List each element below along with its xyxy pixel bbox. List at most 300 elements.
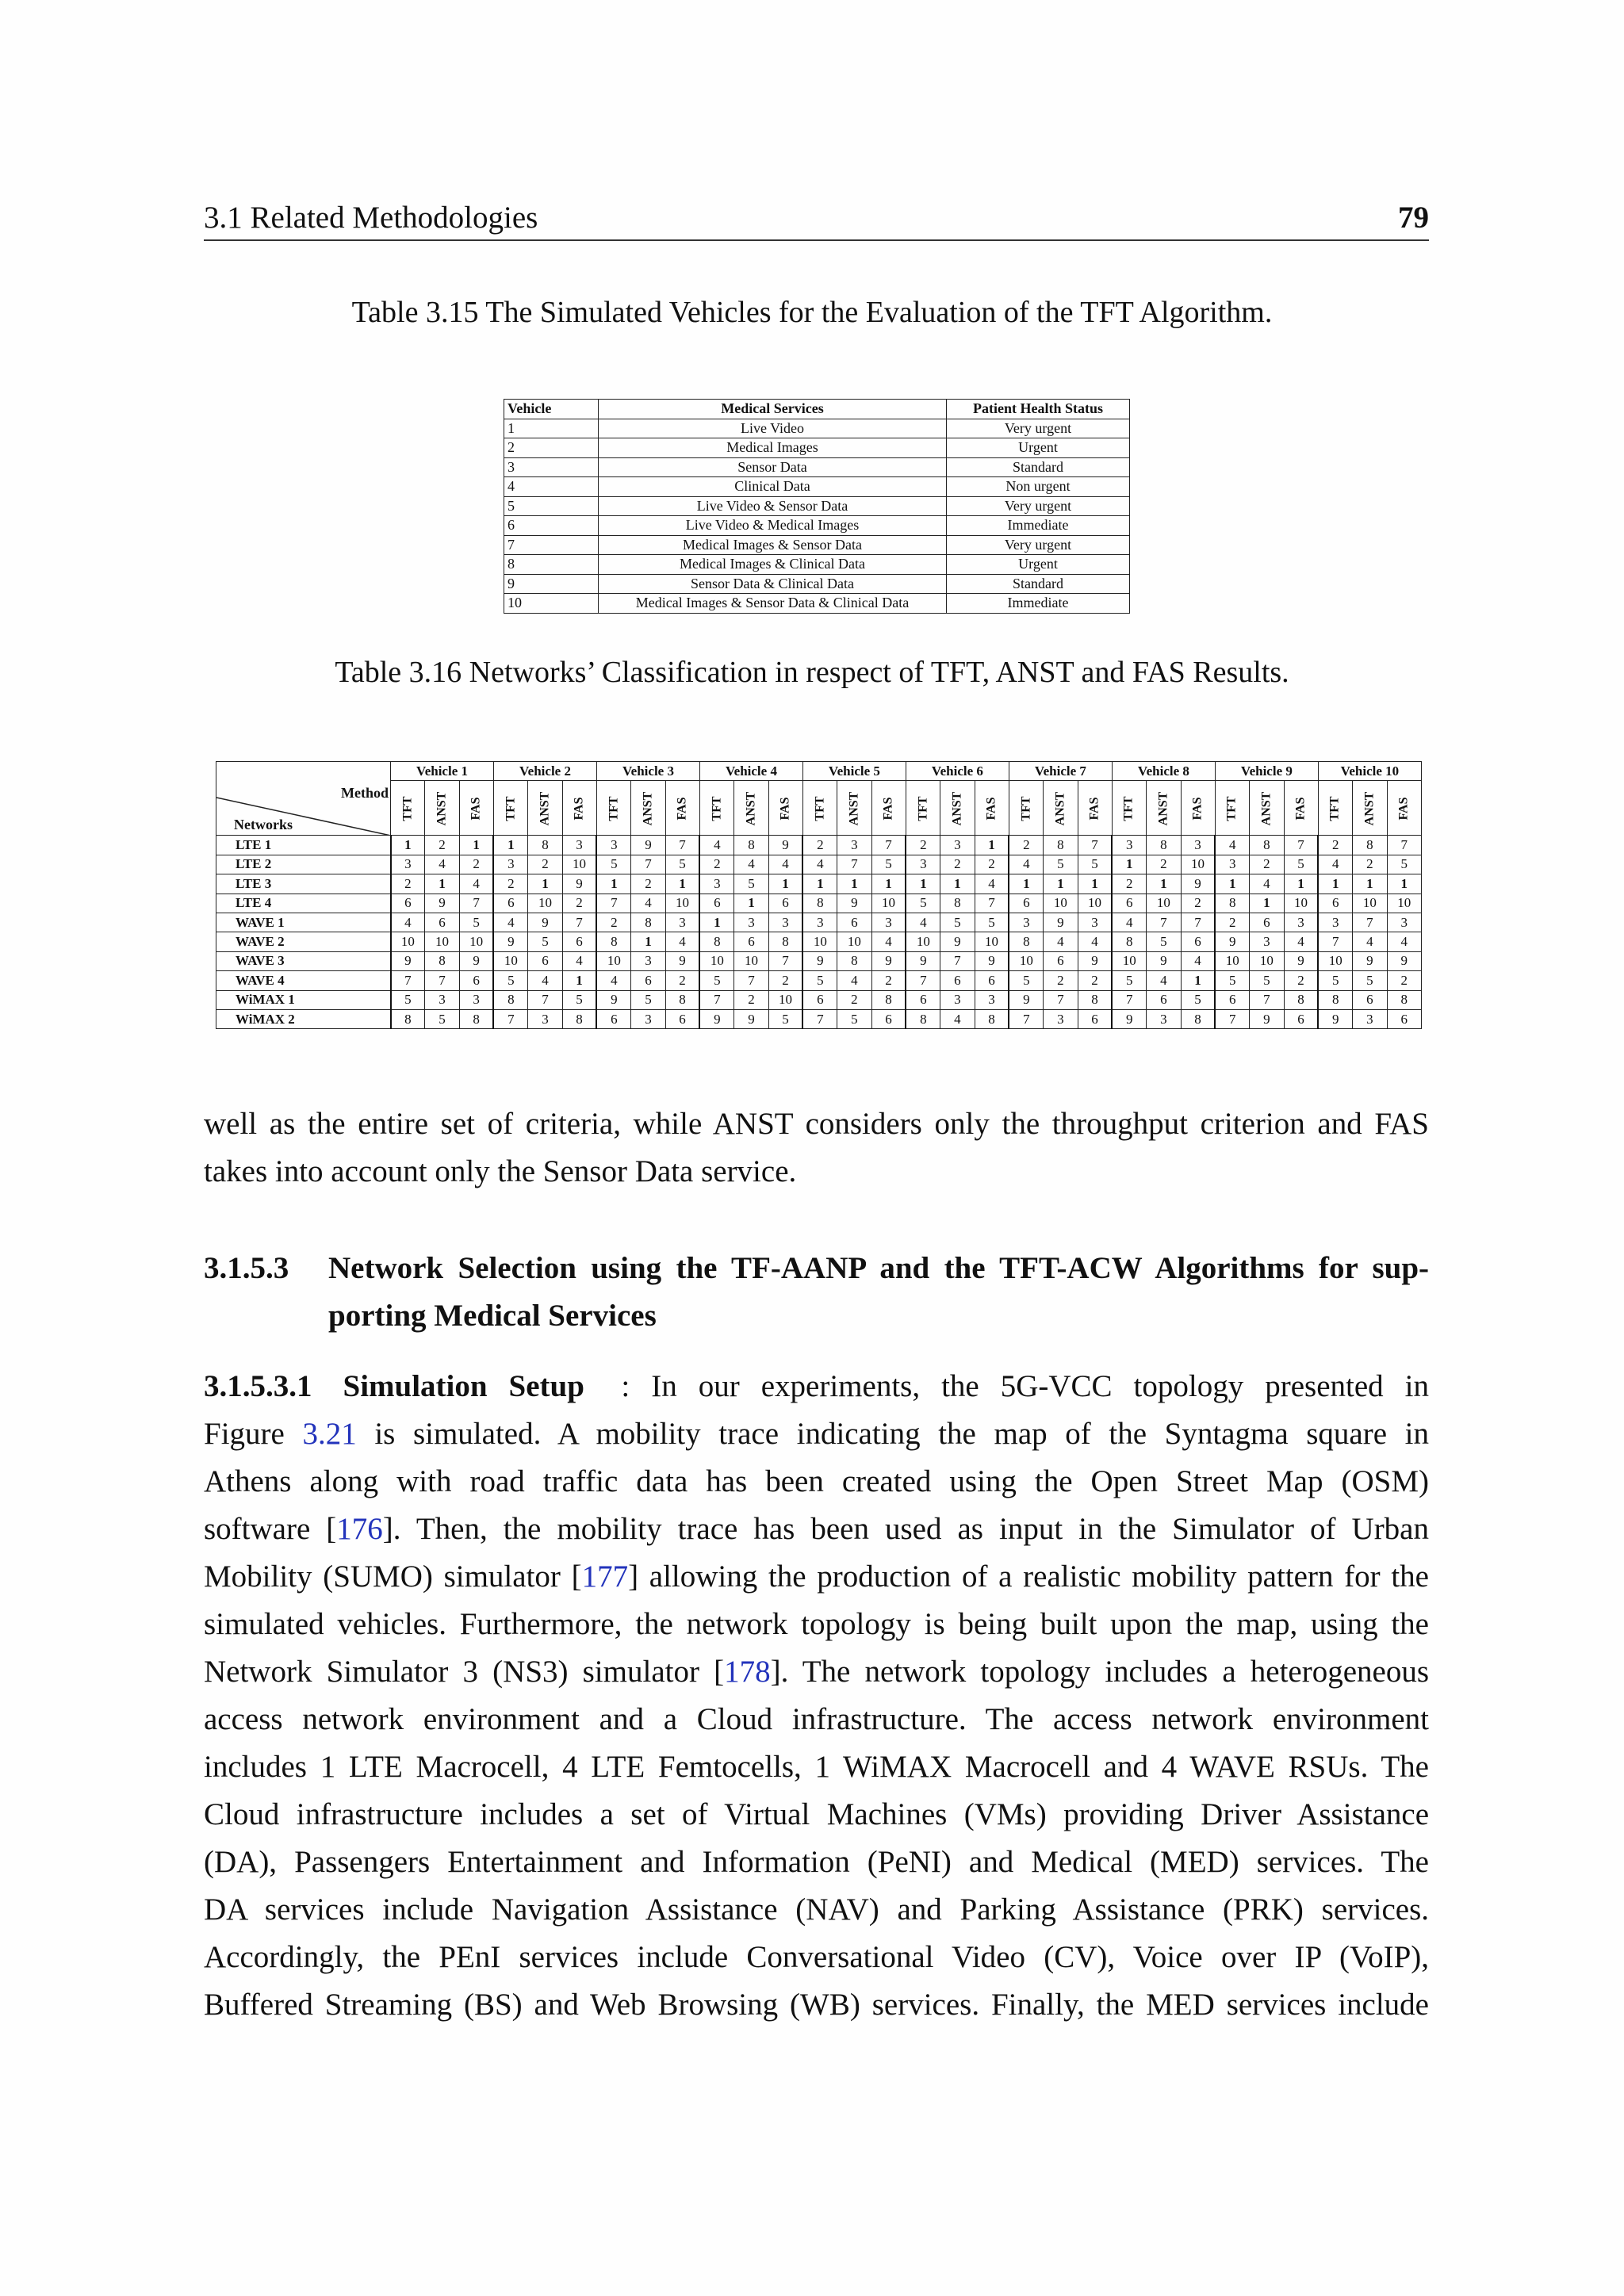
table-row: [504, 516, 1130, 536]
method-label: TFT: [916, 796, 930, 821]
text-run: (DA), Passengers Entertainment and Information (PeNI) and Medical (MED) services. The: [204, 1845, 1429, 1879]
paragraph-line: [204, 1696, 1429, 1743]
rank-cell: 2: [631, 874, 665, 894]
method-label: TFT: [1225, 796, 1239, 821]
rank-cell: 2: [459, 855, 493, 874]
health-status-cell: Standard: [947, 574, 1130, 594]
rank-cell: 6: [1318, 894, 1352, 913]
health-status-cell: Standard: [947, 457, 1130, 477]
method-label: TFT: [400, 796, 415, 821]
method-label: ANST: [435, 791, 449, 826]
rank-cell: 5: [528, 932, 562, 951]
rank-cell: 1: [631, 932, 665, 951]
rank-cell: 5: [768, 1009, 802, 1028]
rank-cell: 2: [837, 990, 871, 1009]
rank-cell: 1: [459, 836, 493, 855]
vehicle-cell: 7: [504, 535, 599, 555]
method-header: [1250, 781, 1284, 836]
rank-cell: 9: [940, 932, 975, 951]
rank-cell: 7: [665, 836, 699, 855]
health-status-cell: Immediate: [947, 594, 1130, 614]
rank-cell: 4: [562, 951, 596, 970]
method-label: FAS: [675, 797, 689, 821]
medical-services-cell: Sensor Data: [599, 457, 947, 477]
rank-cell: 10: [699, 951, 733, 970]
rank-cell: 3: [768, 913, 802, 932]
method-label: TFT: [504, 796, 518, 821]
rank-cell: 4: [631, 894, 665, 913]
rank-cell: 4: [699, 836, 733, 855]
rank-cell: 7: [734, 971, 768, 990]
rank-cell: 4: [802, 855, 837, 874]
method-label: TFT: [1122, 796, 1136, 821]
rank-cell: 3: [665, 913, 699, 932]
rank-cell: 7: [1387, 836, 1421, 855]
network-name-cell: WAVE 3: [216, 951, 391, 970]
rank-cell: 2: [1215, 913, 1249, 932]
rank-cell: 10: [871, 894, 906, 913]
rank-cell: 6: [802, 990, 837, 1009]
rank-cell: 5: [940, 913, 975, 932]
rank-cell: 1: [975, 836, 1009, 855]
vehicle-cell: 9: [504, 574, 599, 594]
medical-services-cell: Medical Images & Sensor Data & Clinical Data: [599, 594, 947, 614]
rank-cell: 6: [1078, 1009, 1112, 1028]
rank-cell: 10: [1284, 894, 1318, 913]
paragraph-line: [204, 1886, 1429, 1934]
rank-cell: 1: [802, 874, 837, 894]
rank-cell: 3: [391, 855, 425, 874]
rank-cell: 9: [734, 1009, 768, 1028]
paragraph-line: [204, 1363, 1429, 1410]
method-header: [1009, 781, 1043, 836]
text-run: Accordingly, the PEnI services include Conversational Video (CV), Voice over IP (VoIP),: [204, 1940, 1429, 1974]
rank-cell: 3: [493, 855, 527, 874]
rank-cell: 3: [906, 855, 940, 874]
rank-cell: 6: [1353, 990, 1387, 1009]
method-header: [1078, 781, 1112, 836]
text-run: : In our experiments, the 5G-VCC topology presented in: [621, 1369, 1429, 1403]
method-header: [906, 781, 940, 836]
rank-cell: 8: [1112, 932, 1146, 951]
text-run: Mobility (SUMO) simulator [: [204, 1559, 582, 1594]
rank-cell: 9: [1078, 951, 1112, 970]
rank-cell: 3: [1387, 913, 1421, 932]
rank-cell: 10: [1387, 894, 1421, 913]
rank-cell: 6: [1112, 894, 1146, 913]
vehicle-header: Vehicle 3: [596, 762, 699, 781]
rank-cell: 1: [665, 874, 699, 894]
vehicle-header: Vehicle 7: [1009, 762, 1112, 781]
rank-cell: 9: [493, 932, 527, 951]
method-header: [1284, 781, 1318, 836]
rank-cell: 9: [391, 951, 425, 970]
table-row: [504, 574, 1130, 594]
section-title: [328, 1245, 1429, 1340]
rank-cell: 9: [1112, 1009, 1146, 1028]
rank-cell: 7: [871, 836, 906, 855]
rank-cell: 5: [596, 855, 630, 874]
rank-cell: 1: [837, 874, 871, 894]
rank-cell: 7: [802, 1009, 837, 1028]
rank-cell: 9: [631, 836, 665, 855]
method-header: [940, 781, 975, 836]
rank-cell: 7: [1078, 836, 1112, 855]
table-row: [216, 932, 1422, 951]
rank-cell: 6: [631, 971, 665, 990]
rank-cell: 6: [665, 1009, 699, 1028]
rank-cell: 8: [391, 1009, 425, 1028]
rank-cell: 6: [391, 894, 425, 913]
method-label: FAS: [1190, 797, 1205, 821]
rank-cell: 10: [528, 894, 562, 913]
rank-cell: 7: [1181, 913, 1215, 932]
rank-cell: 1: [906, 874, 940, 894]
rank-cell: 5: [631, 990, 665, 1009]
vehicle-cell: 5: [504, 496, 599, 516]
vehicle-header-row: [216, 762, 1422, 781]
rank-cell: 9: [837, 894, 871, 913]
paragraph-line: [204, 1601, 1429, 1648]
rank-cell: 2: [1250, 855, 1284, 874]
rank-cell: 9: [802, 951, 837, 970]
rank-cell: 5: [1318, 971, 1352, 990]
rank-cell: 3: [631, 1009, 665, 1028]
table-row: [504, 477, 1130, 497]
rank-cell: 1: [1044, 874, 1078, 894]
rank-cell: 10: [596, 951, 630, 970]
rank-cell: 7: [1284, 836, 1318, 855]
rank-cell: 9: [528, 913, 562, 932]
rank-cell: 7: [1044, 990, 1078, 1009]
rank-cell: 6: [1250, 913, 1284, 932]
rank-cell: 2: [665, 971, 699, 990]
rank-cell: 8: [459, 1009, 493, 1028]
rank-cell: 4: [1353, 932, 1387, 951]
rank-cell: 2: [391, 874, 425, 894]
rank-cell: 9: [1318, 1009, 1352, 1028]
rank-cell: 5: [1353, 971, 1387, 990]
text-run: Cloud infrastructure includes a set of Virtual Machines (VMs) providing Driver Assistance: [204, 1797, 1429, 1831]
text-run: simulated vehicles. Furthermore, the network topology is being built upon the map, using the: [204, 1607, 1429, 1641]
health-status-cell: Very urgent: [947, 535, 1130, 555]
rank-cell: 10: [1215, 951, 1249, 970]
method-label: FAS: [469, 797, 483, 821]
rank-cell: 6: [975, 971, 1009, 990]
rank-cell: 6: [493, 894, 527, 913]
table-row: [216, 836, 1422, 855]
rank-cell: 1: [1387, 874, 1421, 894]
vehicle-cell: 6: [504, 516, 599, 536]
rank-cell: 1: [1284, 874, 1318, 894]
rank-cell: 9: [871, 951, 906, 970]
rank-cell: 2: [528, 855, 562, 874]
rank-cell: 6: [562, 932, 596, 951]
method-label: ANST: [1362, 791, 1377, 826]
rank-cell: 2: [1112, 874, 1146, 894]
rank-cell: 4: [1250, 874, 1284, 894]
method-header: [1147, 781, 1181, 836]
method-header: [837, 781, 871, 836]
method-header: [734, 781, 768, 836]
rank-cell: 4: [391, 913, 425, 932]
table-row: [504, 457, 1130, 477]
rank-cell: 4: [1318, 855, 1352, 874]
health-status-cell: Very urgent: [947, 419, 1130, 438]
method-header: [699, 781, 733, 836]
column-header-patient-health-status: Patient Health Status: [947, 400, 1130, 419]
rank-cell: 5: [1009, 971, 1043, 990]
table-row: [216, 951, 1422, 970]
rank-cell: 3: [940, 836, 975, 855]
paragraph-line: takes into account only the Sensor Data service.: [204, 1154, 797, 1188]
rank-cell: 7: [528, 990, 562, 1009]
paragraph-line: [204, 1934, 1429, 1981]
rank-cell: 10: [1112, 951, 1146, 970]
rank-cell: 10: [493, 951, 527, 970]
rank-cell: 9: [1250, 1009, 1284, 1028]
rank-cell: 9: [699, 1009, 733, 1028]
rank-cell: 6: [699, 894, 733, 913]
paragraph-line: [204, 1743, 1429, 1791]
rank-cell: 6: [1147, 990, 1181, 1009]
rank-cell: 3: [837, 836, 871, 855]
rank-cell: 7: [1009, 1009, 1043, 1028]
corner-networks-label: Networks: [234, 817, 293, 833]
running-head: [204, 200, 1429, 241]
rank-cell: 2: [1078, 971, 1112, 990]
rank-cell: 8: [528, 836, 562, 855]
rank-cell: 6: [528, 951, 562, 970]
rank-cell: 9: [459, 951, 493, 970]
method-label: ANST: [847, 791, 861, 826]
rank-cell: 8: [1284, 990, 1318, 1009]
rank-cell: 3: [1044, 1009, 1078, 1028]
text-run: Athens along with road traffic data has been created using the Open Street Map (OSM): [204, 1464, 1429, 1498]
rank-cell: 6: [1215, 990, 1249, 1009]
rank-cell: 8: [1318, 990, 1352, 1009]
rank-cell: 2: [768, 971, 802, 990]
rank-cell: 8: [596, 932, 630, 951]
rank-cell: 9: [906, 951, 940, 970]
vehicle-header: Vehicle 5: [802, 762, 906, 781]
rank-cell: 8: [1147, 836, 1181, 855]
health-status-cell: Non urgent: [947, 477, 1130, 497]
rank-cell: 4: [1147, 971, 1181, 990]
rank-cell: 8: [425, 951, 459, 970]
network-name-cell: LTE 1: [216, 836, 391, 855]
subsection-number: 3.1.5.3.1: [204, 1369, 312, 1403]
rank-cell: 10: [768, 990, 802, 1009]
rank-cell: 4: [837, 971, 871, 990]
rank-cell: 1: [1112, 855, 1146, 874]
rank-cell: 2: [940, 855, 975, 874]
rank-cell: 5: [906, 894, 940, 913]
rank-cell: 9: [1284, 951, 1318, 970]
method-header: [975, 781, 1009, 836]
rank-cell: 2: [493, 874, 527, 894]
method-header-row: [216, 781, 1422, 836]
vehicle-header: Vehicle 1: [391, 762, 494, 781]
rank-cell: 3: [1112, 836, 1146, 855]
text-run: access network environment and a Cloud infrastructure. The access network environment: [204, 1702, 1429, 1736]
rank-cell: 3: [871, 913, 906, 932]
rank-cell: 3: [1009, 913, 1043, 932]
rank-cell: 5: [1078, 855, 1112, 874]
medical-services-cell: Medical Images: [599, 438, 947, 458]
rank-cell: 8: [562, 1009, 596, 1028]
rank-cell: 4: [871, 932, 906, 951]
table-row: [504, 594, 1130, 614]
text-run: ] allowing the production of a realistic mobility pattern for the: [628, 1559, 1429, 1594]
method-header: [1387, 781, 1421, 836]
health-status-cell: Very urgent: [947, 496, 1130, 516]
rank-cell: 7: [1318, 932, 1352, 951]
vehicle-cell: 1: [504, 419, 599, 438]
rank-cell: 3: [1353, 1009, 1387, 1028]
rank-cell: 8: [734, 836, 768, 855]
rank-cell: 9: [425, 894, 459, 913]
rank-cell: 1: [425, 874, 459, 894]
method-header: [1181, 781, 1215, 836]
rank-cell: 9: [562, 874, 596, 894]
rank-cell: 1: [768, 874, 802, 894]
rank-cell: 3: [1078, 913, 1112, 932]
rank-cell: 2: [1387, 971, 1421, 990]
table-row: [504, 555, 1130, 575]
rank-cell: 7: [459, 894, 493, 913]
rank-cell: 2: [1009, 836, 1043, 855]
rank-cell: 2: [802, 836, 837, 855]
method-label: FAS: [984, 797, 998, 821]
method-header: [596, 781, 630, 836]
reference-link: 176: [336, 1512, 383, 1546]
method-header: [391, 781, 425, 836]
method-header: [1044, 781, 1078, 836]
section-title-line: porting Medical Services: [328, 1299, 657, 1333]
medical-services-cell: Medical Images & Sensor Data: [599, 535, 947, 555]
rank-cell: 10: [391, 932, 425, 951]
rank-cell: 5: [459, 913, 493, 932]
rank-cell: 8: [802, 894, 837, 913]
rank-cell: 8: [493, 990, 527, 1009]
method-label: FAS: [778, 797, 792, 821]
rank-cell: 1: [1215, 874, 1249, 894]
rank-cell: 5: [1284, 855, 1318, 874]
method-header: [665, 781, 699, 836]
rank-cell: 10: [425, 932, 459, 951]
method-label: ANST: [1259, 791, 1274, 826]
method-label: TFT: [1328, 796, 1342, 821]
rank-cell: 6: [940, 971, 975, 990]
method-label: FAS: [1087, 797, 1101, 821]
rank-cell: 8: [871, 990, 906, 1009]
rank-cell: 3: [425, 990, 459, 1009]
method-label: TFT: [607, 796, 621, 821]
rank-cell: 9: [1353, 951, 1387, 970]
rank-cell: 1: [940, 874, 975, 894]
rank-cell: 3: [1318, 913, 1352, 932]
vehicle-cell: 10: [504, 594, 599, 614]
rank-cell: 2: [871, 971, 906, 990]
rank-cell: 8: [1250, 836, 1284, 855]
rank-cell: 1: [596, 874, 630, 894]
rank-cell: 4: [1112, 913, 1146, 932]
rank-cell: 3: [699, 874, 733, 894]
rank-cell: 1: [1147, 874, 1181, 894]
rank-cell: 10: [837, 932, 871, 951]
rank-cell: 8: [1181, 1009, 1215, 1028]
rank-cell: 10: [1044, 894, 1078, 913]
rank-cell: 1: [528, 874, 562, 894]
rank-cell: 3: [802, 913, 837, 932]
rank-cell: 9: [1044, 913, 1078, 932]
rank-cell: 1: [493, 836, 527, 855]
rank-cell: 5: [1181, 990, 1215, 1009]
rank-cell: 2: [699, 855, 733, 874]
rank-cell: 9: [596, 990, 630, 1009]
rank-cell: 3: [1284, 913, 1318, 932]
rank-cell: 4: [768, 855, 802, 874]
rank-cell: 3: [1147, 1009, 1181, 1028]
rank-cell: 6: [906, 990, 940, 1009]
rank-cell: 7: [631, 855, 665, 874]
table-header-row: [504, 400, 1130, 419]
reference-link: 177: [581, 1559, 629, 1594]
rank-cell: 7: [493, 1009, 527, 1028]
medical-services-cell: Live Video: [599, 419, 947, 438]
rank-cell: 2: [1147, 855, 1181, 874]
rank-cell: 4: [1009, 855, 1043, 874]
rank-cell: 1: [871, 874, 906, 894]
paragraph-line: well as the entire set of criteria, while ANST considers only the throughput criterion and FAS: [204, 1107, 1429, 1141]
rank-cell: 9: [768, 836, 802, 855]
rank-cell: 1: [562, 971, 596, 990]
method-header: [871, 781, 906, 836]
rank-cell: 8: [1044, 836, 1078, 855]
rank-cell: 10: [1353, 894, 1387, 913]
table-row: [216, 874, 1422, 894]
rank-cell: 3: [1250, 932, 1284, 951]
subsection-title: Simulation Setup: [343, 1369, 584, 1403]
rank-cell: 2: [425, 836, 459, 855]
rank-cell: 2: [562, 894, 596, 913]
rank-cell: 8: [837, 951, 871, 970]
table-3-15-body: [504, 419, 1130, 613]
rank-cell: 3: [1215, 855, 1249, 874]
rank-cell: 5: [1044, 855, 1078, 874]
method-label: ANST: [1156, 791, 1170, 826]
text-run: Buffered Streaming (BS) and Web Browsing (WB) services. Finally, the MED services include: [204, 1988, 1429, 2022]
method-header: [802, 781, 837, 836]
method-label: ANST: [1053, 791, 1067, 826]
text-run: DA services include Navigation Assistance (NAV) and Parking Assistance (PRK) services.: [204, 1892, 1429, 1927]
rank-cell: 10: [734, 951, 768, 970]
paragraph-line: [204, 1981, 1429, 2029]
method-label: FAS: [572, 797, 586, 821]
rank-cell: 9: [665, 951, 699, 970]
rank-cell: 3: [596, 836, 630, 855]
rank-cell: 2: [1284, 971, 1318, 990]
rank-cell: 8: [906, 1009, 940, 1028]
vehicle-cell: 8: [504, 555, 599, 575]
rank-cell: 6: [871, 1009, 906, 1028]
rank-cell: 4: [493, 913, 527, 932]
rank-cell: 5: [871, 855, 906, 874]
rank-cell: 10: [1009, 951, 1043, 970]
rank-cell: 10: [665, 894, 699, 913]
column-header-medical-services: Medical Services: [599, 400, 947, 419]
